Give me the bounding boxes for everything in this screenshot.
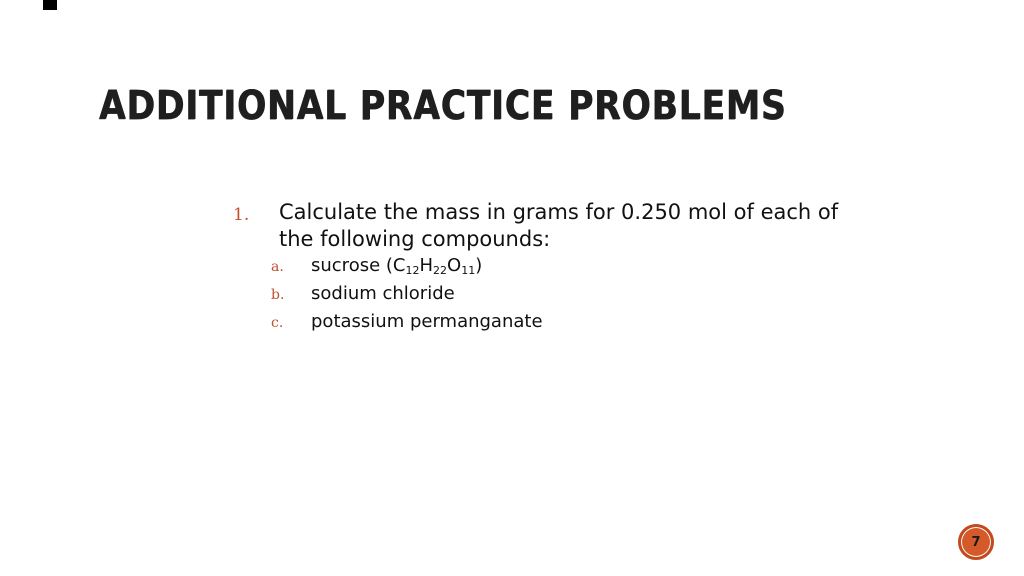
compound-name: sucrose — [311, 255, 381, 276]
compound-list — [271, 255, 853, 339]
question-number: 1. — [233, 205, 250, 225]
question-body — [271, 199, 853, 339]
formula-close: ) — [475, 255, 483, 276]
page-number: 7 — [971, 534, 981, 550]
question-list — [233, 199, 853, 339]
corner-accent — [43, 0, 57, 10]
compound-item-sodium-chloride — [271, 283, 853, 311]
formula-element: C — [392, 255, 406, 276]
question-item — [233, 199, 853, 339]
compound-marker: b. — [271, 287, 285, 303]
formula-element: O — [447, 255, 462, 276]
formula-subscript: 12 — [405, 264, 420, 277]
compound-marker: a. — [271, 259, 284, 275]
formula-open: ( — [385, 255, 393, 276]
formula-element: H — [419, 255, 434, 276]
formula-subscript: 11 — [461, 264, 476, 277]
compound-item-potassium-permanganate — [271, 311, 853, 339]
compound-name: sodium chloride — [311, 283, 455, 304]
slide-title: ADDITIONAL PRACTICE PROBLEMS — [99, 83, 787, 129]
page-number-badge — [958, 524, 994, 560]
question-text: Calculate the mass in grams for 0.250 mol of each of the following compounds: — [279, 200, 839, 251]
compound-name: potassium permanganate — [311, 311, 543, 332]
compound-text — [311, 255, 482, 276]
formula-subscript: 22 — [433, 264, 448, 277]
compound-marker: c. — [271, 315, 284, 331]
compound-item-sucrose — [271, 255, 853, 283]
